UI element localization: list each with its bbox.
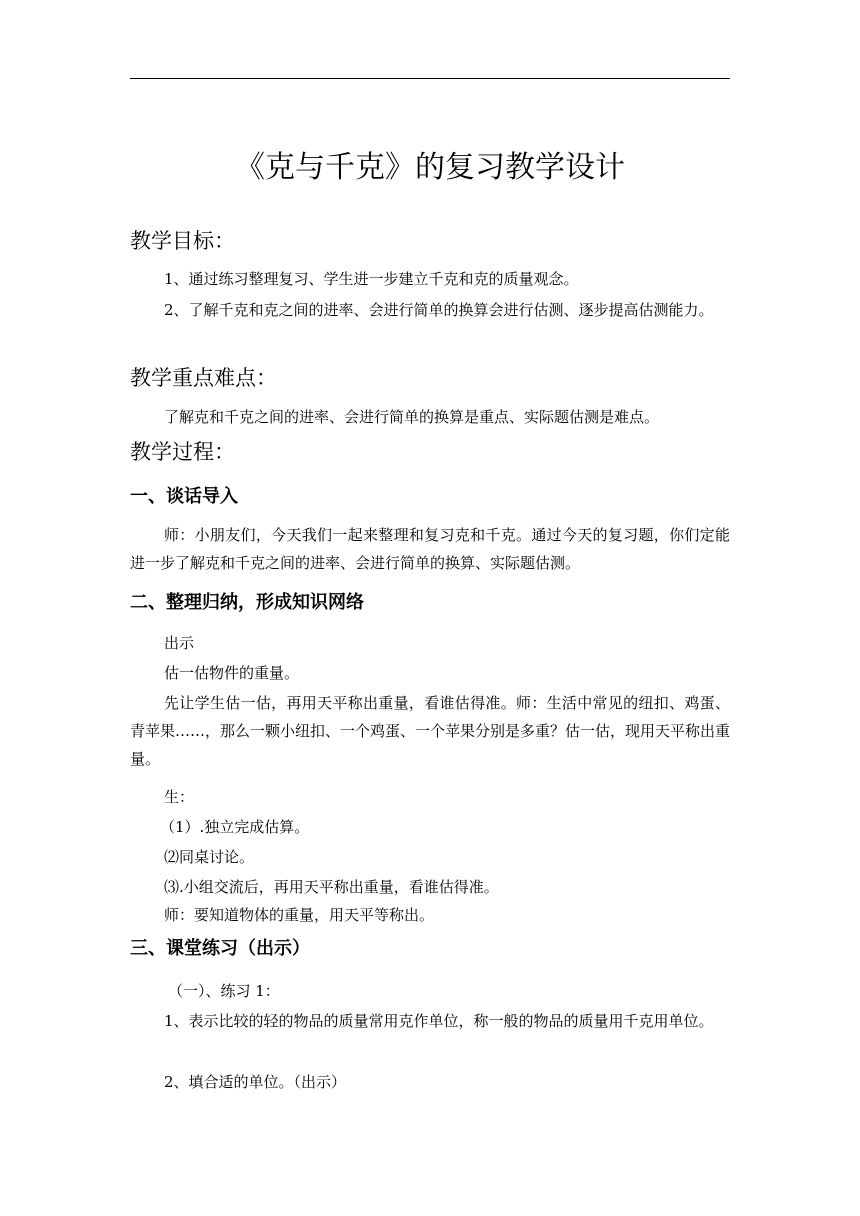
part1-text: 师：小朋友们，今天我们一起来整理和复习克和千克。通过今天的复习题，你们定能进一步了解克和千克之间的进率、会进行简单的换算、实际题估测。 bbox=[130, 526, 730, 572]
part2-step-2: ⑵同桌讨论。 bbox=[164, 848, 255, 866]
objective-item-1: 1、通过练习整理复习、学生进一步建立千克和克的质量观念。 bbox=[164, 270, 579, 288]
part3-item-2: 2、填合适的单位。（出示） bbox=[164, 1073, 347, 1091]
objective-item-2: 2、了解千克和克之间的进率、会进行简单的换算会进行估测、逐步提高估测能力。 bbox=[164, 301, 714, 319]
part2-teacher: 师：要知道物体的重量，用天平等称出。 bbox=[164, 906, 435, 924]
heading-part2: 二、整理归纳，形成知识网络 bbox=[130, 592, 364, 613]
part2-student: 生： bbox=[164, 788, 195, 806]
heading-objectives: 教学目标： bbox=[130, 229, 235, 253]
key-points-text: 了解克和千克之间的进率、会进行简单的换算是重点、实际题估测是难点。 bbox=[164, 408, 660, 426]
part2-activity: 先让学生估一估，再用天平称出重量，看谁估得准。师：生活中常见的纽扣、鸡蛋、青苹果……，那么一颗小纽扣、一个鸡蛋、一个苹果分别是多重？估一估，现用天平称出重量。 bbox=[130, 694, 731, 768]
part2-step-1: （1）.独立完成估算。 bbox=[160, 818, 310, 836]
heading-process: 教学过程： bbox=[130, 440, 235, 464]
part2-show: 出示 bbox=[164, 634, 195, 652]
part3-sub: （一）、练习 1： bbox=[168, 982, 280, 1000]
part3-item-1: 1、表示比较的轻的物品的质量常用克作单位，称一般的物品的质量用千克用单位。 bbox=[164, 1012, 714, 1030]
part2-estimate: 估一估物件的重量。 bbox=[164, 664, 300, 682]
part2-step-3: ⑶.小组交流后，再用天平称出重量，看谁估得准。 bbox=[164, 878, 499, 896]
heading-part3: 三、课堂练习（出示） bbox=[130, 938, 310, 959]
heading-part1: 一、谈话导入 bbox=[130, 486, 238, 507]
header-rule bbox=[130, 78, 730, 79]
heading-key-points: 教学重点难点： bbox=[130, 366, 277, 390]
document-title: 《克与千克》的复习教学设计 bbox=[235, 150, 625, 185]
